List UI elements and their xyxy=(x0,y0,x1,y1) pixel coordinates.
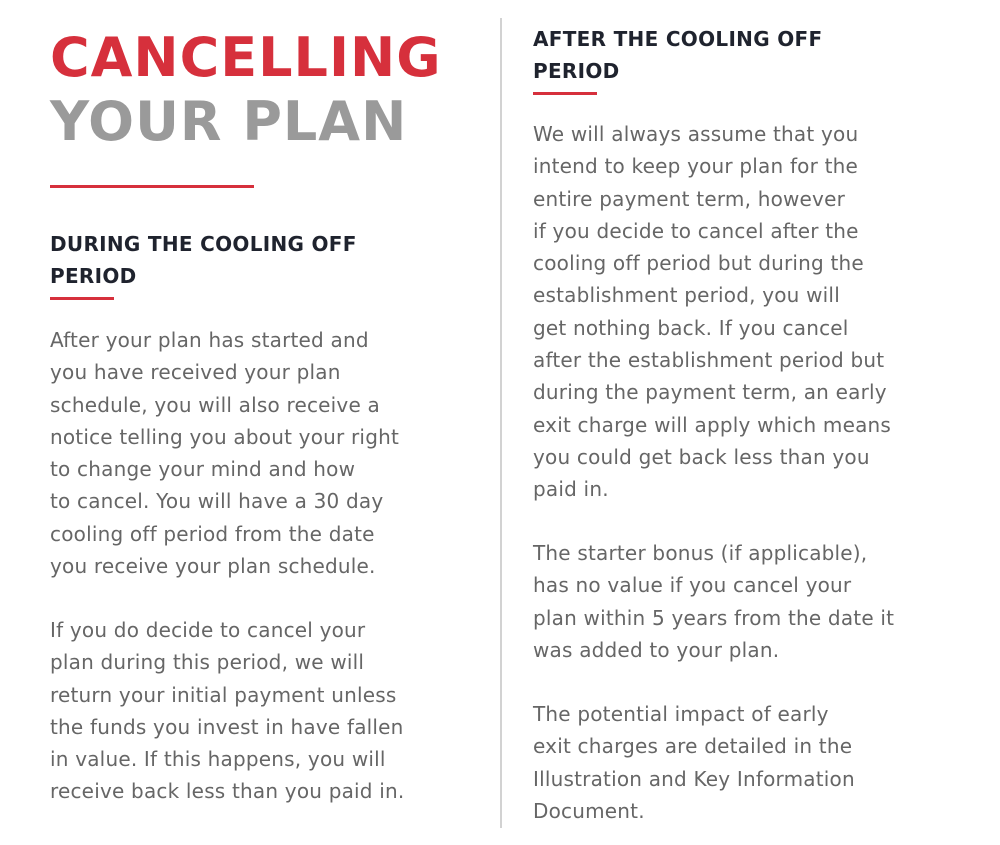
cooling-off-heading: DURING THE COOLING OFF PERIOD xyxy=(50,232,357,288)
page-title xyxy=(50,26,442,154)
starter-bonus-paragraph: The starter bonus (if applicable), has no value if you cancel your plan within 5 years from the date it was added to your plan. xyxy=(533,541,895,662)
title-underline xyxy=(50,185,254,188)
page-title-line-1: CANCELLING xyxy=(50,26,442,89)
page-title-line-2: YOUR PLAN xyxy=(50,90,408,153)
cooling-off-heading-underline xyxy=(50,297,114,300)
cooling-off-paragraph-2: If you do decide to cancel your plan during this period, we will return your initial payment unless the funds you invest in have fallen in value. If this happens, you will receive back less than you paid in. xyxy=(50,618,405,804)
after-cooling-off-heading: AFTER THE COOLING OFF PERIOD xyxy=(533,27,823,83)
cooling-off-paragraph-1: After your plan has started and you have received your plan schedule, you will also receive a notice telling you about your right to change your mind and how to cancel. You will have a 30 day cooling off period from the date you receive your plan schedule. xyxy=(50,328,400,579)
column-divider xyxy=(500,18,502,828)
after-cooling-off-paragraph-1: We will always assume that you intend to keep your plan for the entire payment term, however if you decide to cancel after the cooling off period but during the establishment period, you will get nothing back. If you cancel after the establishment period but during the payment term, an early exit charge will apply which means you could get back less than you paid in. xyxy=(533,122,892,502)
after-cooling-off-heading-underline xyxy=(533,92,597,95)
exit-charges-paragraph: The potential impact of early exit charges are detailed in the Illustration and Key Information Document. xyxy=(533,702,855,823)
